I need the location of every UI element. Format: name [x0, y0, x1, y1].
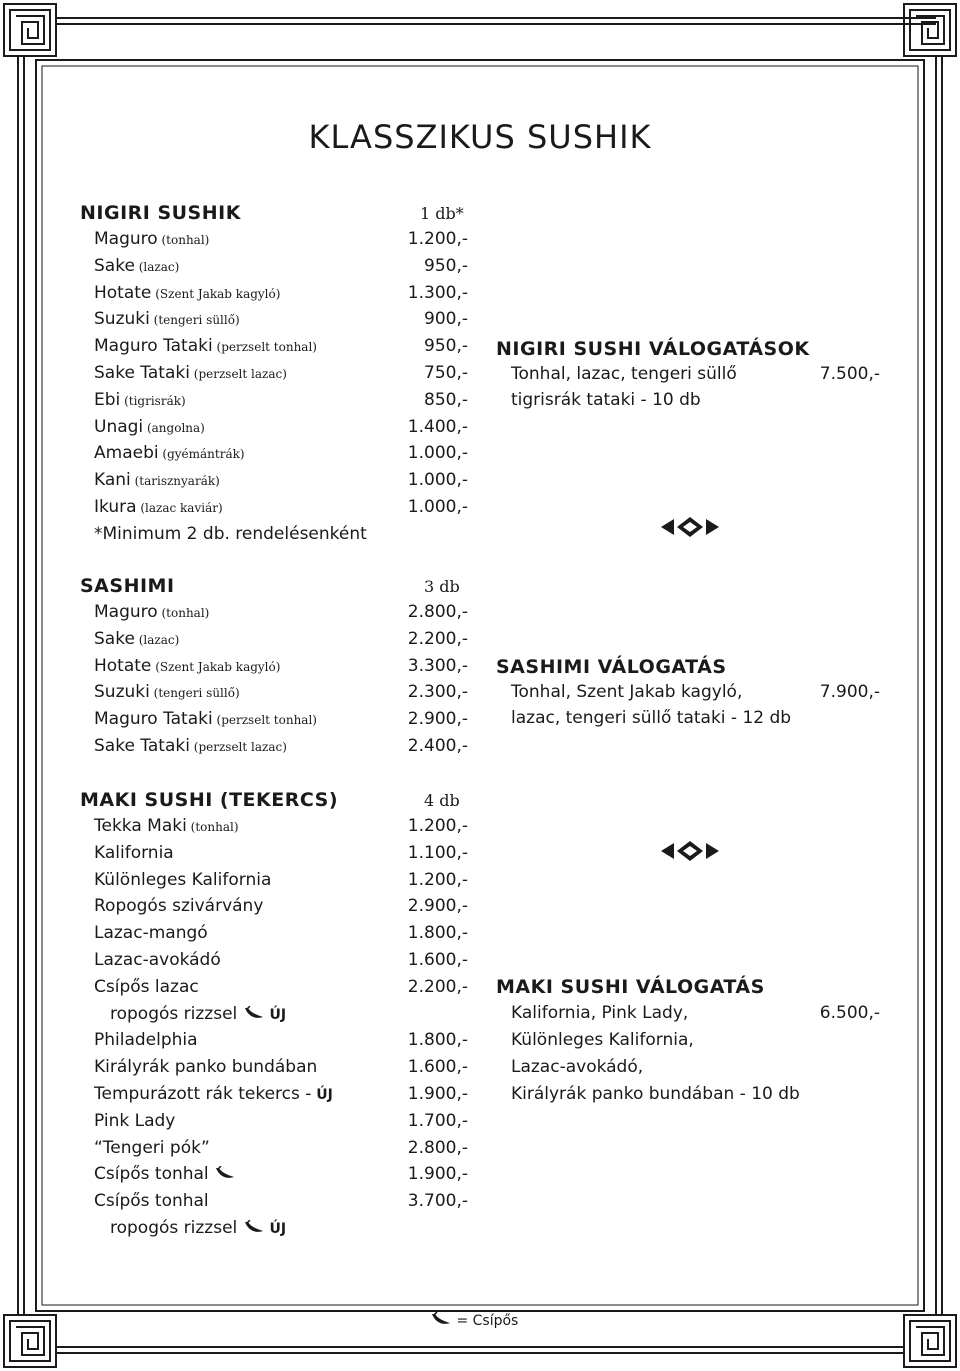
menu-item-name: [94, 229, 209, 249]
item-name: Hotate: [94, 655, 152, 676]
item-name: Lazac-mangó: [94, 923, 208, 944]
maki-combo-line2: Különleges Kalifornia,: [511, 1030, 694, 1050]
menu-item-name: [94, 923, 208, 943]
item-price: 2.800,-: [407, 1137, 468, 1158]
legend: [430, 1312, 518, 1329]
item-description: (Szent Jakab kagyló): [151, 659, 281, 674]
menu-item-name: [110, 1218, 286, 1238]
menu-item-name: [94, 977, 199, 997]
item-name: Maguro: [94, 602, 158, 622]
item-name: Sake: [94, 628, 135, 649]
item-description: (tengeri süllő): [149, 686, 240, 701]
item-name: “Tengeri pók”: [94, 1137, 210, 1158]
item-price: 3.300,-: [407, 655, 468, 676]
item-price: 1.900,-: [407, 1084, 468, 1104]
item-name: Ikura: [94, 497, 137, 517]
diamond-ornament-icon: [657, 516, 723, 538]
item-price: 1.800,-: [407, 1030, 468, 1051]
item-description: (perzselt tonhal): [212, 713, 317, 728]
chili-pepper-icon: [243, 1220, 265, 1234]
menu-item-name: [94, 1030, 198, 1050]
menu-item-name: [94, 656, 280, 676]
item-price: 1.400,-: [407, 416, 468, 437]
menu-item-name: [94, 682, 240, 702]
menu-item-name: [94, 443, 245, 463]
item-price: 900,-: [424, 309, 468, 330]
item-name: Csípős tonhal: [94, 1164, 209, 1185]
item-price: 2.900,-: [407, 709, 468, 730]
menu-item-name: [94, 417, 205, 437]
new-badge: ÚJ: [311, 1087, 333, 1103]
new-badge: ÚJ: [264, 1221, 287, 1237]
item-price: 1.300,-: [407, 282, 468, 303]
item-price: 1.600,-: [407, 950, 468, 970]
item-name: Különleges Kalifornia: [94, 869, 272, 890]
menu-item-name: [94, 1111, 175, 1131]
menu-item-name: [94, 336, 317, 356]
menu-item-name: [94, 283, 280, 303]
menu-item-name: [94, 1138, 210, 1158]
maki-combo-line4: Királyrák panko bundában - 10 db: [511, 1084, 800, 1104]
item-price: 1.600,-: [407, 1057, 468, 1078]
nigiri-combo-line1: Tonhal, lazac, tengeri süllő: [511, 364, 737, 384]
menu-item-name: [94, 602, 209, 622]
menu-item-name: [94, 256, 179, 276]
menu-item-name: [94, 816, 239, 836]
sashimi-unit: 3 db: [424, 577, 460, 596]
item-price: 1.000,-: [407, 443, 468, 464]
item-name: Kalifornia: [94, 842, 174, 863]
item-name: Királyrák panko bundában: [94, 1057, 318, 1078]
item-price: 1.700,-: [407, 1110, 468, 1131]
item-name: Pink Lady: [94, 1110, 176, 1131]
item-name: Ebi: [94, 389, 121, 410]
item-name: Lazac-avokádó: [94, 950, 221, 970]
maki-combo-price: 6.500,-: [819, 1003, 880, 1023]
item-name: Sake: [94, 255, 135, 276]
item-price: 950,-: [424, 336, 468, 357]
item-price: 2.300,-: [407, 682, 468, 703]
item-name: Sake Tataki: [94, 736, 190, 756]
legend-text: = Csípős: [456, 1313, 519, 1329]
item-name: ropogós rizzsel: [110, 1003, 238, 1024]
item-name: Csípős lazac: [94, 976, 199, 997]
maki-combo-line1: Kalifornia, Pink Lady,: [511, 1003, 689, 1023]
item-name: Tekka Maki: [94, 816, 187, 836]
diamond-ornament-icon: [657, 840, 723, 862]
nigiri-combo-heading: NIGIRI SUSHI VÁLOGATÁSOK: [496, 338, 810, 360]
item-name: Ropogós szivárvány: [94, 896, 264, 917]
item-description: (lazac): [134, 632, 180, 647]
menu-item-name: [94, 736, 287, 756]
item-name: Maguro: [94, 229, 158, 249]
item-price: 1.000,-: [407, 497, 468, 517]
item-price: 850,-: [424, 389, 468, 410]
menu-item-name: [94, 1084, 333, 1104]
item-price: 3.700,-: [407, 1191, 468, 1212]
menu-item-name: [94, 950, 221, 970]
nigiri-heading: NIGIRI SUSHIK: [80, 202, 241, 224]
menu-item-name: [94, 497, 223, 517]
item-price: 750,-: [424, 363, 468, 383]
item-price: 1.200,-: [407, 229, 468, 249]
chili-pepper-icon: [430, 1312, 452, 1326]
maki-combo-line3: Lazac-avokádó,: [511, 1057, 644, 1077]
sashimi-combo-price: 7.900,-: [819, 682, 880, 702]
nigiri-combo-line2: tigrisrák tataki - 10 db: [511, 390, 701, 410]
item-name: Maguro Tataki: [94, 336, 213, 357]
item-price: 1.100,-: [407, 842, 468, 863]
item-price: 1.900,-: [407, 1164, 468, 1185]
sashimi-heading: SASHIMI: [80, 575, 175, 597]
item-price: 1.200,-: [407, 816, 468, 836]
nigiri-combo-price: 7.500,-: [819, 364, 880, 384]
item-description: (Szent Jakab kagyló): [151, 286, 281, 301]
item-description: (tengeri süllő): [149, 313, 240, 328]
item-description: (tarisznyarák): [130, 474, 220, 489]
item-price: 1.000,-: [407, 470, 468, 491]
item-price: 2.200,-: [407, 628, 468, 649]
item-name: Unagi: [94, 416, 144, 437]
item-name: Maguro Tataki: [94, 709, 213, 730]
menu-item-name: [94, 390, 186, 410]
menu-item-name: [94, 1191, 209, 1211]
item-price: 2.200,-: [407, 976, 468, 997]
item-name: Suzuki: [94, 309, 150, 330]
menu-item-name: [94, 1057, 317, 1077]
new-badge: ÚJ: [264, 1006, 287, 1023]
menu-item-name: [94, 470, 220, 490]
item-name: Philadelphia: [94, 1030, 198, 1051]
menu-item-name: [94, 1164, 236, 1184]
item-price: 2.800,-: [407, 602, 468, 622]
item-name: Kani: [94, 470, 131, 491]
item-description: (gyémántrák): [158, 447, 245, 462]
item-description: (angolna): [143, 420, 205, 435]
item-description: (tonhal): [186, 820, 239, 834]
item-description: (perzselt lazac): [189, 367, 287, 381]
maki-heading: MAKI SUSHI (TEKERCS): [80, 789, 339, 811]
item-name: Hotate: [94, 282, 152, 303]
menu-item-name: [94, 843, 174, 863]
sashimi-combo-line1: Tonhal, Szent Jakab kagyló,: [511, 682, 743, 702]
chili-pepper-icon: [214, 1166, 236, 1180]
page-title: KLASSZIKUS SUSHIK: [308, 118, 652, 156]
item-name: Sake Tataki: [94, 363, 190, 383]
item-price: 2.400,-: [407, 736, 468, 756]
nigiri-unit: 1 db*: [420, 204, 464, 223]
item-description: (tonhal): [157, 606, 210, 620]
menu-item-name: [94, 870, 271, 890]
item-name: Amaebi: [94, 443, 159, 464]
menu-item-name: [94, 896, 263, 916]
menu-item-name: [94, 709, 317, 729]
chili-pepper-icon: [243, 1006, 265, 1020]
item-description: (lazac): [134, 259, 180, 274]
item-description: (tigrisrák): [120, 393, 186, 408]
nigiri-note: *Minimum 2 db. rendelésenként: [94, 524, 367, 544]
maki-combo-heading: MAKI SUSHI VÁLOGATÁS: [496, 976, 765, 998]
item-name: Csípős tonhal: [94, 1191, 209, 1212]
menu-item-name: [94, 629, 179, 649]
menu-item-name: [94, 363, 287, 383]
item-name: Suzuki: [94, 682, 150, 703]
item-description: (perzselt lazac): [189, 740, 287, 754]
item-price: 950,-: [424, 255, 468, 276]
item-description: (perzselt tonhal): [212, 340, 317, 355]
item-description: (lazac kaviár): [136, 501, 223, 515]
item-price: 1.200,-: [407, 869, 468, 890]
item-price: 2.900,-: [407, 896, 468, 917]
item-description: (tonhal): [157, 233, 210, 247]
item-name: Tempurázott rák tekercs -: [94, 1084, 312, 1104]
menu-item-name: [110, 1004, 286, 1024]
sashimi-combo-line2: lazac, tengeri süllő tataki - 12 db: [511, 708, 792, 728]
maki-unit: 4 db: [424, 791, 460, 810]
item-name: ropogós rizzsel: [110, 1218, 238, 1238]
item-price: 1.800,-: [407, 923, 468, 944]
sashimi-combo-heading: SASHIMI VÁLOGATÁS: [496, 656, 727, 678]
menu-item-name: [94, 309, 240, 329]
